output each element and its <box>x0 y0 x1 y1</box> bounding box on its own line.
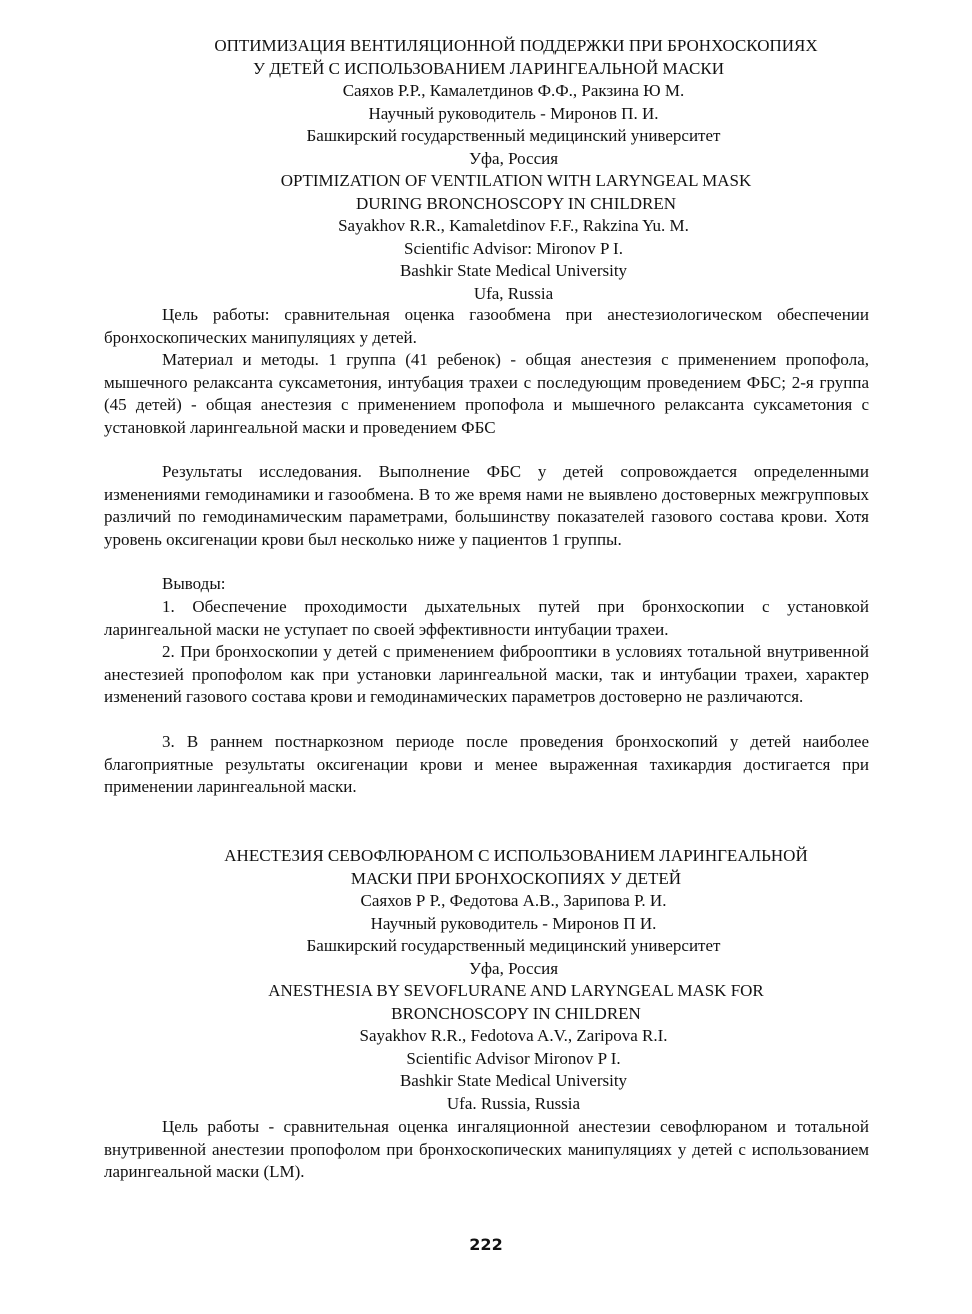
article2-advisor-ru: Научный руководитель - Миронов П И. <box>370 913 657 933</box>
article2-header <box>0 845 972 1115</box>
article1-university-en: Bashkir State Medical University <box>399 261 628 280</box>
article2-city-en: Ufa. Russia, Russia <box>446 1093 581 1113</box>
article1-header <box>0 35 972 305</box>
article1-title-ru-line2: У ДЕТЕЙ С ИСПОЛЬЗОВАНИЕМ ЛАРИНГЕАЛЬНОЙ МАСКИ <box>253 58 724 78</box>
article1-title-en-line2: DURING BRONCHOSCOPY IN CHILDREN <box>355 193 677 213</box>
article1-city-ru: Уфа, Россия <box>468 148 559 168</box>
article2-title-ru-line2: МАСКИ ПРИ БРОНХОСКОПИЯХ У ДЕТЕЙ <box>350 868 682 888</box>
article1-authors-ru: Саяхов Р.Р., Камалетдинов Ф.Ф., Ракзина Ю М. <box>342 81 685 100</box>
article1-paragraph-methods: Материал и методы. 1 группа (41 ребенок) - общая анестезия с применением пропофола, мышечного релаксанта суксаметония, интубация трахеи с последующим проведением ФБС; 2-я группа (45 детей) - общая анестезия с применением пропофола и мышечного релаксанта суксаметония с установкой ларингеальной маски и проведением ФБС <box>104 350 869 437</box>
article1-title-en-line1: OPTIMIZATION OF VENTILATION WITH LARYNGEAL MASK <box>280 171 752 190</box>
article2-authors-en: Sayakhov R.R., Fedotova A.V., Zaripova R.I. <box>359 1026 668 1045</box>
article1-city-en: Ufa, Russia <box>473 283 554 303</box>
article2-title-en-line1: ANESTHESIA BY SEVOFLURANE AND LARYNGEAL MASK FOR <box>268 981 764 1000</box>
article1-authors-en: Sayakhov R.R., Kamaletdinov F.F., Rakzina Yu. M. <box>338 216 689 235</box>
article2-paragraph-aim: Цель работы - сравнительная оценка ингаляционной анестезии севофлюраном и тотальной внутривенной анестезии пропофолом при бронхоскопических манипуляциях у детей с использованием ларингеальной маски (LM). <box>104 1117 869 1181</box>
article1-advisor-ru: Научный руководитель - Миронов П. И. <box>368 103 659 123</box>
article2-university-ru: Башкирский государственный медицинский университет <box>306 936 721 955</box>
article2-title-en-line2: BRONCHOSCOPY IN CHILDREN <box>391 1003 641 1023</box>
article2-advisor-en: Scientific Advisor Mironov P I. <box>406 1048 621 1068</box>
article1-paragraph-results: Результаты исследования. Выполнение ФБС у детей сопровождается определенными изменениями гемодинамики и газообмена. В то же время нами не выявлено достоверных межгрупповых различий по гемодинамическим параметрами, большинству показателей газового состава крови. Хотя уровень оксигенации крови был несколько ниже у пациентов 1 группы. <box>104 462 869 549</box>
article1-title-ru-line1: ОПТИМИЗАЦИЯ ВЕНТИЛЯЦИОННОЙ ПОДДЕРЖКИ ПРИ БРОНХОСКОПИЯХ <box>214 36 818 55</box>
article2-title-ru-line1: АНЕСТЕЗИЯ СЕВОФЛЮРАНОМ С ИСПОЛЬЗОВАНИЕМ ЛАРИНГЕАЛЬНОЙ <box>224 846 808 865</box>
article1-university-ru: Башкирский государственный медицинский университет <box>306 126 721 145</box>
article1-advisor-en: Scientific Advisor: Mironov P I. <box>404 238 623 258</box>
article1-paragraph-conclusions-heading: Выводы: <box>162 574 226 593</box>
article2-university-en: Bashkir State Medical University <box>399 1071 628 1090</box>
article1-paragraph-conclusion-1: 1. Обеспечение проходимости дыхательных путей при бронхоскопии с установкой ларингеальной маски не уступает по своей эффективности интубации трахеи. <box>104 597 869 639</box>
article1-paragraph-conclusion-2: 2. При бронхоскопии у детей с применением фиброоптики в условиях тотальной внутривенной анестезией пропофолом как при установки ларингеальной маски, так и интубации трахеи, характер изменений газового состава крови и гемодинамических параметров достоверно не различаются. <box>104 642 869 706</box>
page-number: 222 <box>469 1235 503 1254</box>
article1-paragraph-conclusion-3: 3. В раннем постнаркозном периоде после проведения бронхоскопий у детей наиболее благоприятные результаты оксигенации крови и менее выраженная тахикардия достигается при применении ларингеальной маски. <box>104 732 869 796</box>
article2-authors-ru: Саяхов Р Р., Федотова А.В., Зарипова Р. И. <box>360 891 667 910</box>
article1-paragraph-aim: Цель работы: сравнительная оценка газообмена при анестезиологическом обеспечении бронхоскопических манипуляциях у детей. <box>104 305 869 347</box>
article2-city-ru: Уфа, Россия <box>468 958 559 978</box>
